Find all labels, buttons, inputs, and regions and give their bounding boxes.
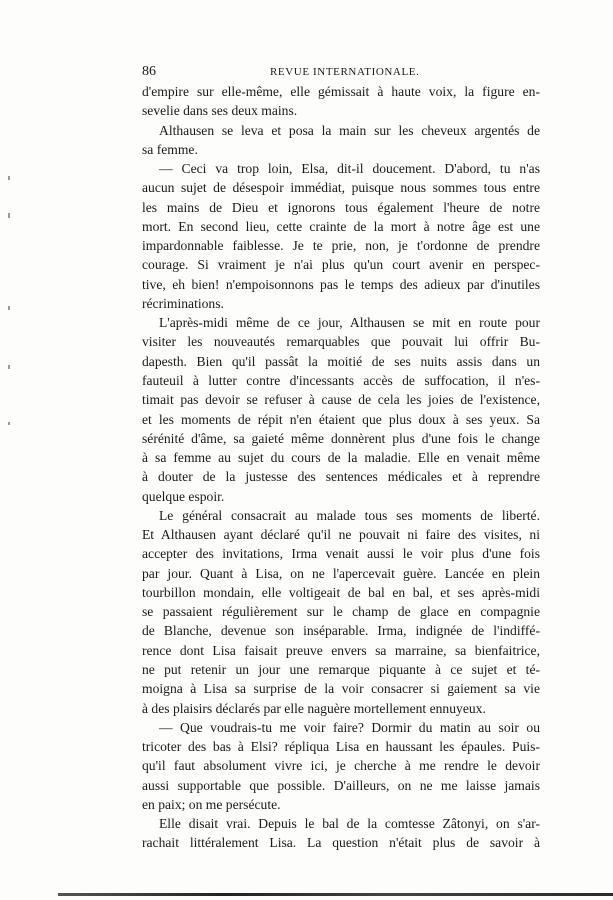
text-line: aussi supportable que possible. D'ailleurs, on ne me laisse jamais	[142, 777, 540, 793]
margin-speck	[8, 365, 10, 369]
text-line: rence dont Lisa faisait preuve envers sa marraine, sa bienfaitrice,	[142, 642, 540, 658]
margin-speck	[8, 422, 10, 425]
text-line: tourbillon mondain, elle voltigeait de bal en bal, et ses après-midi	[142, 584, 540, 600]
text-line: qu'il faut absolument vivre ici, je cherche à me rendre le devoir	[142, 758, 540, 774]
text-line: Althausen se leva et posa la main sur les cheveux argentés de	[159, 122, 540, 138]
page-number: 86	[142, 64, 156, 79]
text-line: moigna à Lisa sa surprise de la voir consacrer si gaiement sa vie	[142, 681, 540, 697]
text-line: à sa femme au sujet du cours de la maladie. Elle en venait même	[142, 450, 540, 466]
text-line: par jour. Quant à Lisa, on ne l'apercevait guère. Lancée en plein	[142, 565, 540, 581]
text-line: à des plaisirs déclarés par elle naguère mortellement ennuyeux.	[142, 700, 486, 716]
body-text	[142, 82, 540, 853]
text-line: d'empire sur elle-même, elle gémissait à haute voix, la figure en-	[142, 84, 540, 99]
margin-speck	[8, 213, 10, 218]
text-line: et les moments de répit n'en étaient que plus doux à ses yeux. Sa	[142, 411, 540, 427]
text-line: L'après-midi même de ce jour, Althausen se mit en route pour	[159, 315, 540, 331]
page-bottom-edge	[58, 893, 613, 896]
text-line: en paix; on me persécute.	[142, 796, 281, 812]
text-line: accepter des invitations, Irma venait aussi le voir plus d'une fois	[142, 546, 540, 562]
text-line: tricoter des bas à Elsi? répliqua Lisa en haussant les épaules. Puis-	[142, 739, 540, 755]
text-line: sa femme.	[142, 141, 198, 157]
text-line: aucun sujet de désespoir immédiat, puisque nous sommes tous entre	[142, 180, 540, 196]
text-line: à douter de la justesse des sentences médicales et à reprendre	[142, 469, 540, 485]
running-head	[142, 64, 540, 82]
text-line: les mains de Dieu et ignorons tous également l'heure de notre	[142, 199, 540, 215]
text-line: Et Althausen ayant déclaré qu'il ne pouvait ni faire des visites, ni	[142, 527, 540, 543]
margin-speck	[8, 306, 10, 310]
text-line: tive, eh bien! n'empoisonnons pas le temps des adieux par d'inutiles	[142, 276, 540, 292]
text-line: mort. En second lieu, cette crainte de la mort à notre âge est une	[142, 218, 540, 234]
text-line: ne put retenir un jour une remarque piquante à ce sujet et té-	[142, 661, 540, 677]
text-line: récriminations.	[142, 295, 224, 311]
text-line: se passaient régulièrement sur le champ de glace en compagnie	[142, 604, 540, 620]
text-line: dapesth. Bien qu'il passât la moitié de ses nuits assis dans un	[142, 353, 540, 369]
text-line: Le général consacrait au malade tous ses moments de liberté.	[159, 507, 540, 523]
margin-speck	[8, 176, 10, 180]
text-line: — Que voudrais-tu me voir faire? Dormir du matin au soir ou	[159, 719, 540, 735]
text-line: Elle disait vrai. Depuis le bal de la comtesse Zâtonyi, on s'ar-	[159, 816, 540, 832]
text-line: courage. Si vraiment je n'ai plus qu'un court avenir en perspec-	[142, 257, 540, 273]
text-line: impardonnable faiblesse. Je te prie, non, je t'ordonne de prendre	[142, 238, 540, 254]
text-line: timait pas devoir se refuser à cause de cela les joies de l'existence,	[142, 392, 540, 408]
text-line: sérénité d'âme, sa gaieté même donnèrent plus d'une fois le change	[142, 430, 540, 446]
text-line: — Ceci va trop loin, Elsa, dit-il doucement. D'abord, tu n'as	[159, 161, 540, 177]
text-line: fauteuil à lutter contre d'incessants accès de suffocation, il n'es-	[142, 372, 540, 388]
text-line: visiter les nouveautés remarquables que pouvait lui offrir Bu-	[142, 334, 540, 350]
journal-title: REVUE INTERNATIONALE.	[270, 66, 420, 78]
text-line: quelque espoir.	[142, 488, 225, 504]
text-line: de Blanche, devenue son inséparable. Irma, indignée de l'indiffé-	[142, 623, 540, 639]
text-line: sevelie dans ses deux mains.	[142, 103, 298, 119]
text-line: rachait littéralement Lisa. La question n'était plus de savoir à	[142, 835, 540, 851]
